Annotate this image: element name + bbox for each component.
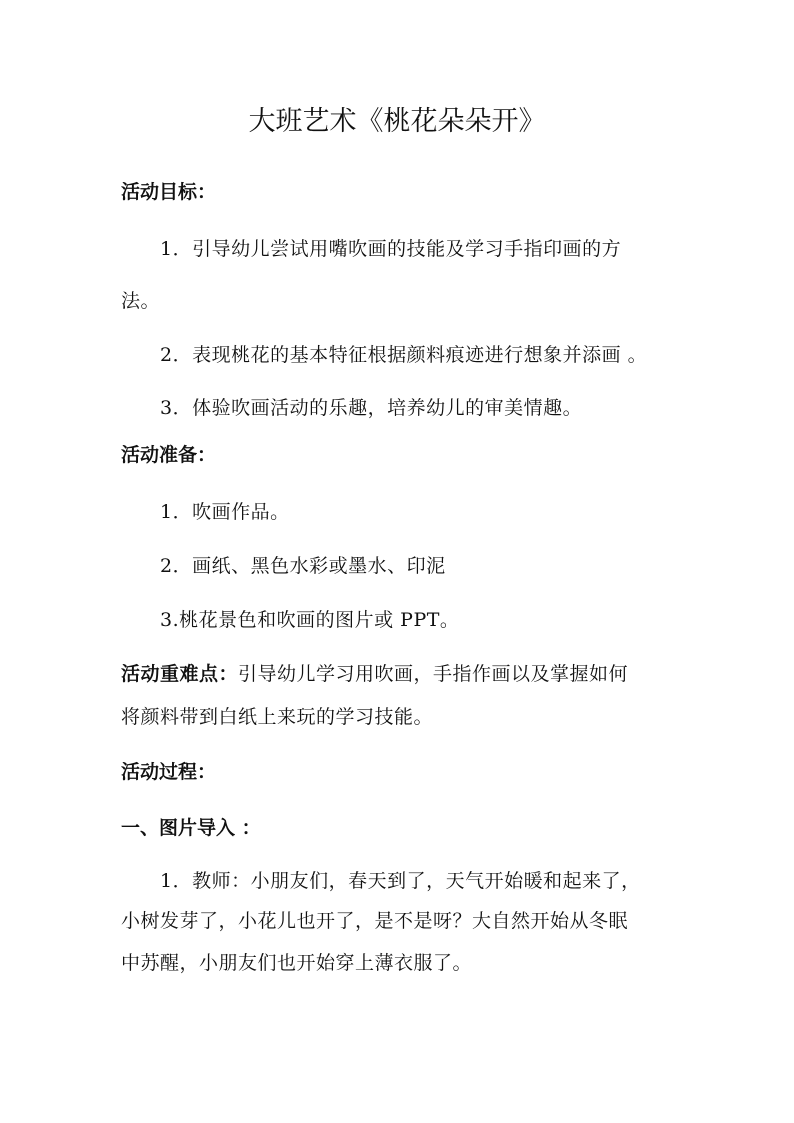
goals-heading: 活动目标： [121, 181, 217, 203]
goal-item-2: 2．表现桃花的基本特征根据颜料痕迹进行想象并添画 。 [160, 344, 648, 366]
goal-item-3: 3．体验吹画活动的乐趣，培养幼儿的审美情趣。 [160, 397, 583, 419]
process-paragraph-1-line-2: 小树发芽了，小花儿也开了，是不是呀？大自然开始从冬眠 [121, 910, 629, 932]
prep-item-1: 1．吹画作品。 [160, 501, 290, 523]
process-heading: 活动过程： [121, 761, 217, 783]
section-1-heading: 一、图片导入 ： [121, 817, 261, 839]
prep-item-2: 2．画纸、黑色水彩或墨水、印泥 [160, 555, 446, 577]
process-paragraph-1-line-3: 中苏醒，小朋友们也开始穿上薄衣服了。 [121, 952, 473, 974]
page-title: 大班艺术《桃花朵朵开》 [248, 106, 546, 137]
prep-heading: 活动准备： [121, 444, 217, 466]
goal-item-1-line-1: 1．引导幼儿尝试用嘴吹画的技能及学习手指印画的方 [160, 238, 622, 260]
prep-item-3: 3.桃花景色和吹画的图片或 PPT。 [160, 609, 460, 631]
key-points-line-2: 将颜料带到白纸上来玩的学习技能。 [121, 706, 434, 728]
key-points-line-1 [121, 659, 628, 689]
goal-item-1-line-2: 法。 [121, 290, 161, 312]
key-points-text-1: 引导幼儿学习用吹画，手指作画以及掌握如何 [238, 663, 629, 685]
key-points-label: 活动重难点： [121, 663, 239, 685]
process-paragraph-1-line-1: 1．教师：小朋友们，春天到了，天气开始暖和起来了， [160, 870, 641, 892]
